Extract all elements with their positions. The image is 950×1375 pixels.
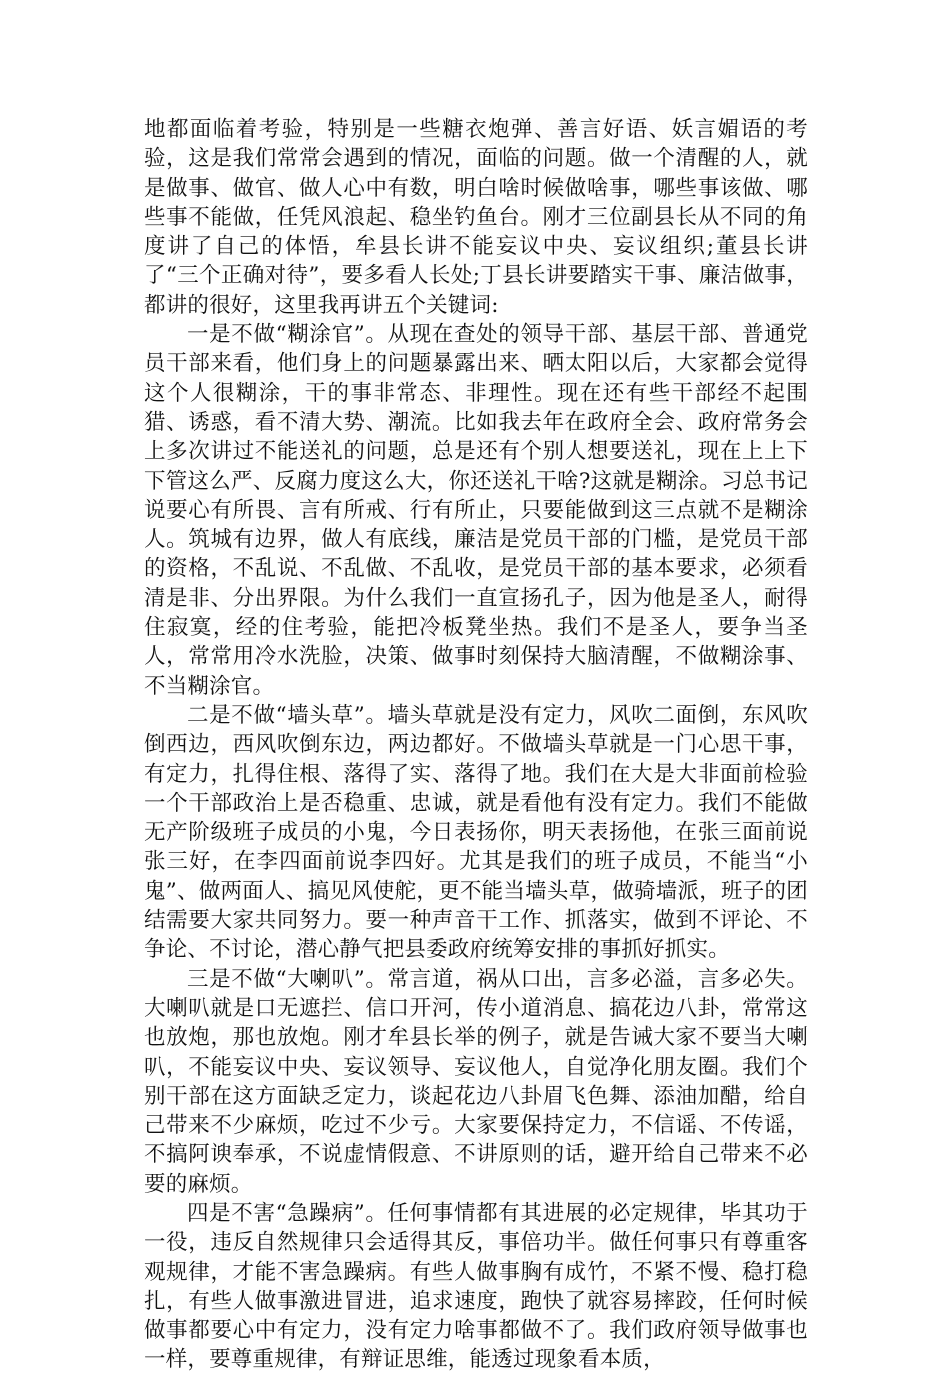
paragraph-4: 三是不做“大喇叭”。常言道，祸从口出，言多必溢，言多必失。大喇叭就是口无遮拦、信口开河，传小道消息、搞花边八卦，常常这也放炮，那也放炮。刚才牟县长举的例子，就是告诫大家不要当大喇叭，不能妄议中央、妄议领导、妄议他人，自觉净化朋友圈。我们个别干部在这方面缺乏定力，谈起花边八卦眉飞色舞、添油加醋，给自己带来不少麻烦，吃过不少亏。大家要保持定力，不信谣、不传谣，不搞阿谀奉承，不说虚情假意、不讲原则的话，避开给自己带来不必要的麻烦。 bbox=[144, 966, 808, 1197]
document-page bbox=[144, 115, 808, 1375]
paragraph-1: 地都面临着考验，特别是一些糖衣炮弹、善言好语、妖言媚语的考验，这是我们常常会遇到的情况，面临的问题。做一个清醒的人，就是做事、做官、做人心中有数，明白啥时候做啥事，哪些事该做、哪些事不能做，任凭风浪起、稳坐钓鱼台。刚才三位副县长从不同的角度讲了自己的体悟，牟县长讲不能妄议中央、妄议组织;董县长讲了“三个正确对待”，要多看人长处;丁县长讲要踏实干事、廉洁做事，都讲的很好，这里我再讲五个关键词: bbox=[144, 117, 808, 318]
paragraph-2: 一是不做“糊涂官”。从现在查处的领导干部、基层干部、普通党员干部来看，他们身上的问题暴露出来、晒太阳以后，大家都会觉得这个人很糊涂，干的事非常态、非理性。现在还有些干部经不起围猎、诱惑，看不清大势、潮流。比如我去年在政府全会、政府常务会上多次讲过不能送礼的问题，总是还有个别人想要送礼，现在上上下下管这么严、反腐力度这么大，你还送礼干啥?这就是糊涂。习总书记说要心有所畏、言有所戒、行有所止，只要能做到这三点就不是糊涂人。筑城有边界，做人有底线，廉洁是党员干部的门槛，是党员干部的资格，不乱说、不乱做、不乱收，是党员干部的基本要求，必须看清是非、分出界限。为什么我们一直宣扬孔子，因为他是圣人，耐得住寂寞，经的住考验，能把冷板凳坐热。我们不是圣人，要争当圣人，常常用冷水洗脸，决策、做事时刻保持大脑清醒，不做糊涂事、不当糊涂官。 bbox=[144, 322, 808, 699]
paragraph-3: 二是不做“墙头草”。墙头草就是没有定力，风吹二面倒，东风吹倒西边，西风吹倒东边，两边都好。不做墙头草就是一门心思干事，有定力，扎得住根、落得了实、落得了地。我们在大是大非面前检验一个干部政治上是否稳重、忠诚，就是看他有没有定力。我们不能做无产阶级班子成员的小鬼，今日表扬你，明天表扬他，在张三面前说张三好，在李四面前说李四好。尤其是我们的班子成员，不能当“小鬼”、做两面人、搞见风使舵，更不能当墙头草，做骑墙派，班子的团结需要大家共同努力。要一种声音干工作、抓落实，做到不评论、不争论、不讨论，潜心静气把县委政府统筹安排的事抓好抓实。 bbox=[144, 702, 808, 963]
paragraph-5: 四是不害“急躁病”。任何事情都有其进展的必定规律，毕其功于一役，违反自然规律只会适得其反，事倍功半。做任何事只有尊重客观规律，才能不害急躁病。有些人做事胸有成竹，不紧不慢、稳打稳扎，有些人做事激进冒进，追求速度，跑快了就容易摔跤，任何时候做事都要心中有定力，没有定力啥事都做不了。我们政府领导做事也一样，要尊重规律，有辩证思维，能透过现象看本质， bbox=[144, 1200, 808, 1373]
